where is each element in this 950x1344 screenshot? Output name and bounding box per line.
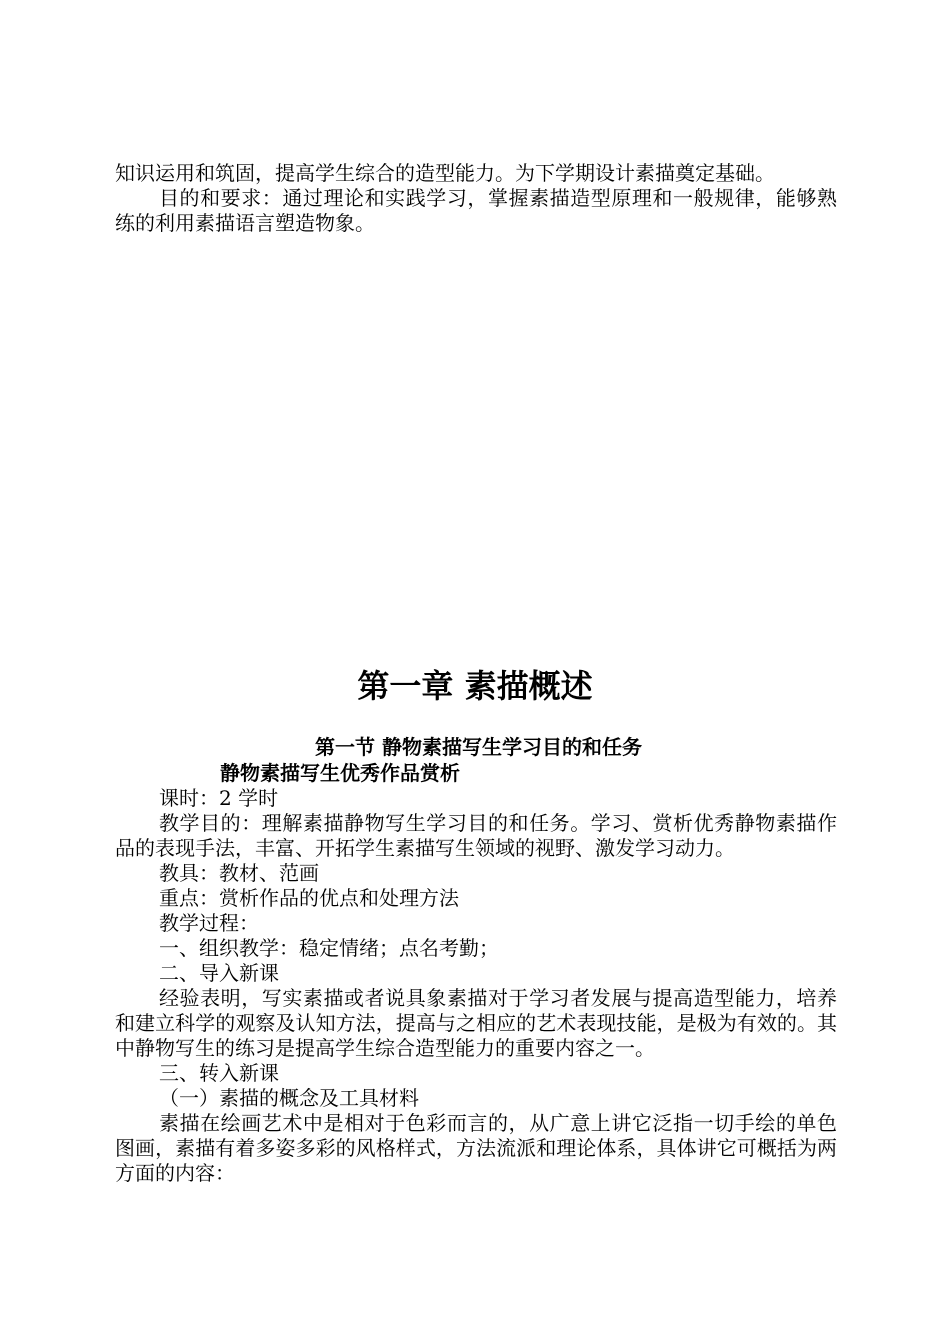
step-organize: 一、组织教学：稳定情绪；点名考勤；: [159, 936, 499, 960]
step-new-lesson: 三、转入新课: [159, 1061, 279, 1085]
paragraph-concept: 素描在绘画艺术中是相对于色彩而言的，从广意上讲它泛指一切手绘的单色图画，素描有着多姿多彩的风格样式，方法流派和理论体系，具体讲它可概括为两方面的内容：: [115, 1111, 837, 1185]
teaching-tools: 教具：教材、范画: [159, 861, 319, 885]
paragraph-foundation: 知识运用和筑固，提高学生综合的造型能力。为下学期设计素描奠定基础。: [115, 161, 775, 185]
paragraph-experience: 经验表明，写实素描或者说具象素描对于学习者发展与提高造型能力，培养和建立科学的观察及认知方法，提高与之相应的艺术表现技能，是极为有效的。其中静物写生的练习是提高学生综合造型能力的重要内容之一。: [115, 986, 837, 1060]
chapter-title: 第一章 素描概述: [357, 667, 593, 705]
key-points: 重点：赏析作品的优点和处理方法: [159, 886, 459, 910]
section-title: 第一节 静物素描写生学习目的和任务: [315, 735, 642, 759]
teaching-process: 教学过程：: [159, 911, 259, 935]
class-hours: 课时：2 学时: [159, 786, 279, 810]
step-introduce: 二、导入新课: [159, 961, 279, 985]
lesson-body: [115, 786, 837, 1186]
top-section: [115, 161, 837, 236]
subheading-concept: （一）素描的概念及工具材料: [159, 1086, 419, 1110]
paragraph-goals: 目的和要求：通过理论和实践学习，掌握素描造型原理和一般规律，能够熟练的利用素描语言塑造物象。: [115, 186, 837, 235]
teaching-objective: 教学目的：理解素描静物写生学习目的和任务。学习、赏析优秀静物素描作品的表现手法，丰富、开拓学生素描写生领域的视野、激发学习动力。: [115, 811, 837, 860]
section-subtitle: 静物素描写生优秀作品赏析: [220, 761, 460, 785]
